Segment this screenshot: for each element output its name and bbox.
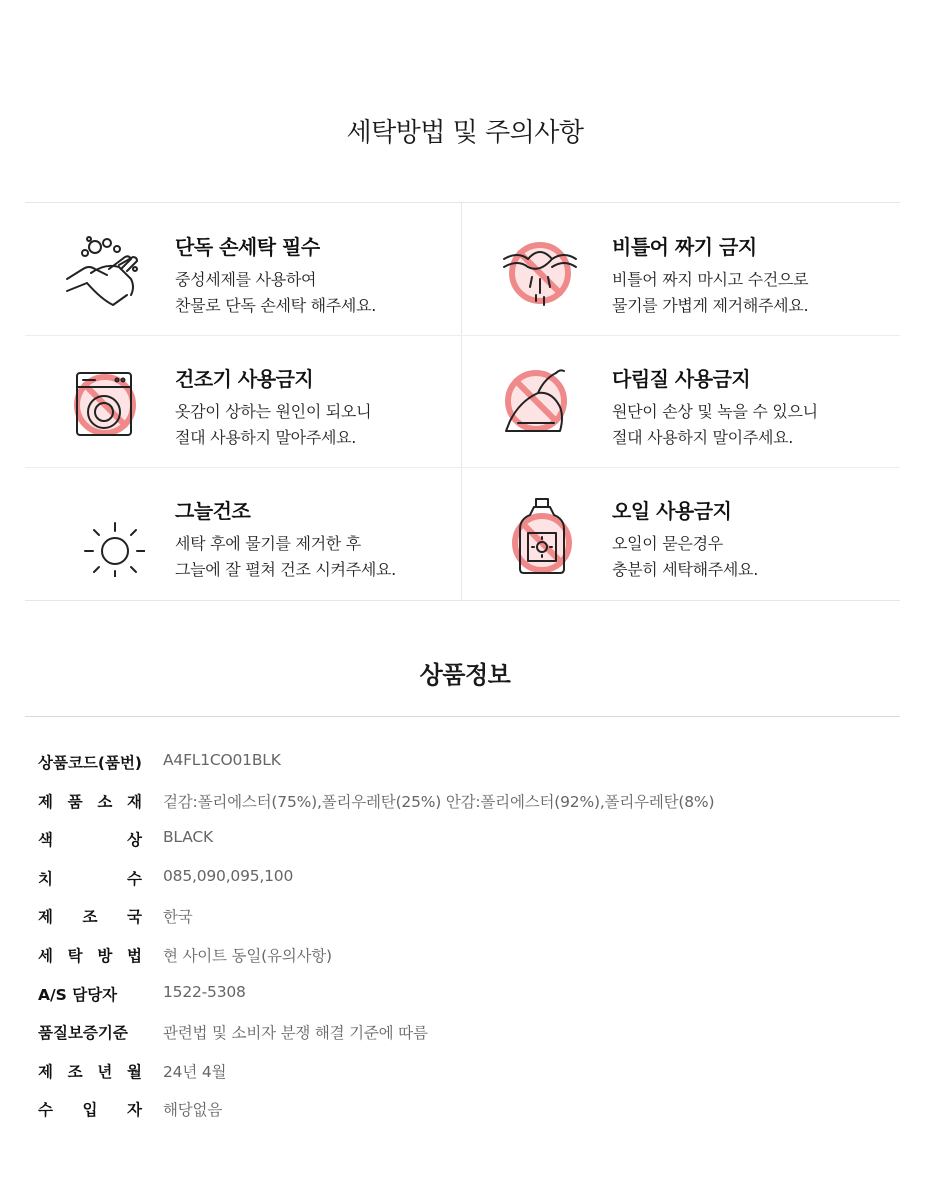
info-row-size [38, 863, 898, 902]
info-value: 24년 4월 [163, 1062, 227, 1081]
info-row-country [38, 901, 898, 940]
info-label: 제 조 국 [38, 908, 142, 927]
info-label: 수 입 자 [38, 1101, 142, 1120]
info-label: A/S 담당자 [38, 985, 118, 1004]
info-label: 색 상 [38, 831, 142, 850]
care-item-desc-line2: 절대 사용하지 말아주세요. [175, 428, 357, 447]
hand-wash-icon [61, 229, 145, 313]
info-value: 현 사이트 동일(유의사항) [163, 946, 332, 965]
care-item-desc-line1: 중성세제를 사용하여 [175, 270, 317, 289]
care-item-heading: 단독 손세탁 필수 [175, 235, 320, 259]
care-item-heading: 그늘건조 [175, 499, 251, 523]
care-item-heading: 건조기 사용금지 [175, 367, 314, 391]
info-row-importer [38, 1094, 898, 1133]
care-item-no-wring [462, 203, 898, 335]
care-item-heading: 다림질 사용금지 [612, 367, 751, 391]
care-item-desc-line1: 옷감이 상하는 원인이 되오니 [175, 402, 372, 421]
info-value: 해당없음 [163, 1101, 223, 1120]
info-value: 겉감:폴리에스터(75%),폴리우레탄(25%) 안감:폴리에스터(92%),폴리우레탄(8%) [163, 792, 715, 811]
info-label: 치 수 [38, 869, 142, 888]
info-row-product-code [38, 747, 898, 786]
care-item-desc-line2: 찬물로 단독 손세탁 해주세요. [175, 296, 377, 315]
care-item-no-iron [462, 335, 898, 467]
info-label: 세 탁 방 법 [38, 946, 142, 965]
info-value: 085,090,095,100 [163, 866, 294, 885]
care-item-desc-line1: 오일이 묻은경우 [612, 534, 723, 553]
care-item-heading: 비틀어 짜기 금지 [612, 235, 757, 259]
no-iron-icon [498, 361, 582, 445]
no-oil-icon [498, 493, 582, 577]
no-wring-icon [498, 229, 582, 313]
care-item-desc-line2: 충분히 세탁해주세요. [612, 560, 758, 579]
care-item-no-oil [462, 467, 898, 599]
info-row-as-contact [38, 979, 898, 1018]
product-info-table [38, 747, 898, 1133]
care-item-desc-line2: 절대 사용하지 말이주세요. [612, 428, 794, 447]
shade-dry-sun-icon [61, 493, 145, 577]
info-label: 품질보증기준 [38, 1024, 128, 1043]
product-info-title: 상품정보 [419, 661, 511, 689]
info-value: 1522-5308 [163, 982, 246, 1001]
info-value: A4FL1CO01BLK [163, 751, 281, 769]
care-item-desc-line2: 물기를 가볍게 제거해주세요. [612, 296, 809, 315]
product-info-divider [25, 716, 900, 717]
care-item-heading: 오일 사용금지 [612, 499, 732, 523]
care-item-shade-dry [25, 467, 461, 599]
care-section-title: 세탁방법 및 주의사항 [346, 118, 584, 148]
info-label: 제 품 소 재 [38, 792, 142, 811]
info-value: 한국 [163, 908, 193, 927]
info-value: BLACK [163, 828, 213, 847]
info-row-manufacture-date [38, 1056, 898, 1095]
info-label: 제 조 년 월 [38, 1062, 142, 1081]
info-value: 관련법 및 소비자 분쟁 해결 기준에 따름 [163, 1024, 428, 1043]
info-label: 상품코드(품번) [38, 754, 143, 772]
care-item-desc-line2: 그늘에 잘 펼쳐 건조 시켜주세요. [175, 560, 396, 579]
care-item-desc-line1: 원단이 손상 및 녹을 수 있으니 [612, 402, 818, 421]
care-item-desc-line1: 비틀어 짜지 마시고 수건으로 [612, 270, 809, 289]
info-row-material [38, 786, 898, 825]
care-instructions-grid [25, 202, 900, 601]
info-row-washing [38, 940, 898, 979]
care-item-desc-line1: 세탁 후에 물기를 제거한 후 [175, 534, 361, 553]
care-item-no-dryer [25, 335, 461, 467]
info-row-color [38, 824, 898, 863]
no-dryer-icon [61, 361, 145, 445]
care-item-hand-wash [25, 203, 461, 335]
info-row-quality-guarantee [38, 1017, 898, 1056]
